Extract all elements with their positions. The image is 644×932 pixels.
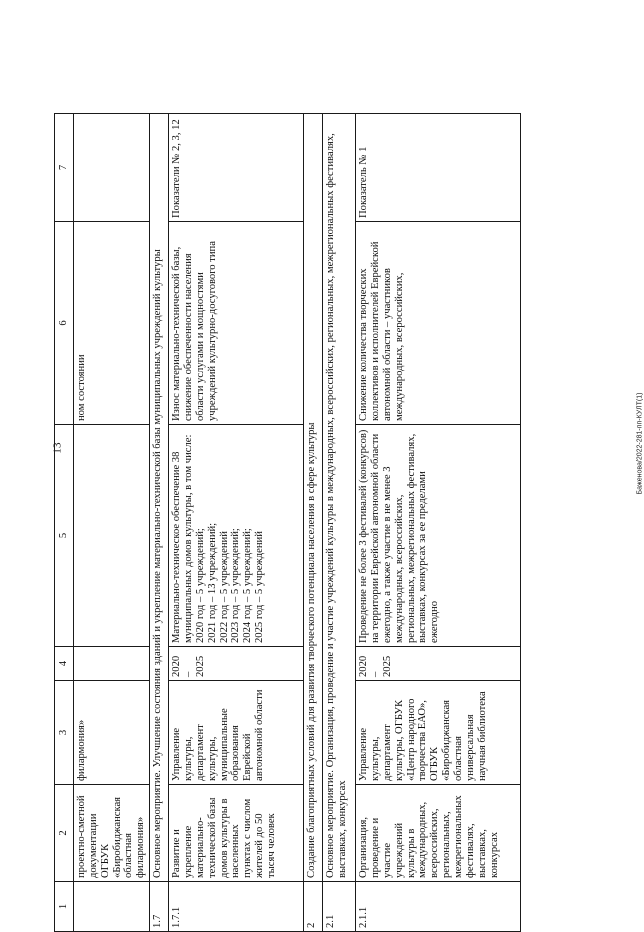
continuation-period-cell	[74, 647, 150, 681]
measure-1-7-number: 1.7	[150, 882, 169, 932]
measure-2-1-1-consequence: Снижение количества творческих коллективов и исполнителей Еврейской автономной области – участников международных, всероссийских,	[356, 222, 521, 425]
measure-1-7-1-name: Развитие и укрепление материально-технической базы домов культуры в населенных пунктах с числом жителей до 50 тысяч человек	[169, 785, 304, 882]
measure-2-1-1-result: Проведение не более 3 фестивалей (конкурсов) на территории Еврейской автономной области ежегодно, а также участие в не менее 3 международных, всероссийских, региональных, межрегиональных фестивалях, выставках, конкурсах за ее пределами ежегодно	[356, 425, 521, 647]
measure-2-1-1-name: Организация, проведение и участие учреждений культуры в международных, всероссийских, региональных, межрегиональных фестивалях, выставках, конкурсах	[356, 785, 521, 882]
continuation-executor-cell: филармония»	[74, 681, 150, 785]
section-2-number: 2	[304, 882, 323, 932]
measure-1-7-1-row	[169, 114, 304, 932]
column-number-6: 6	[55, 222, 74, 425]
program-measures-table	[51, 113, 521, 932]
measure-2-1-number: 2.1	[323, 882, 356, 932]
measure-2-1-1-executor: Управление культуры, департамент культуры, ОГБУК «Центр народного творчества ЕАО», ОГБУК «Биробиджанская областная универсальная научная библиотека	[356, 681, 521, 785]
measure-1-7-1-indicators: Показатели № 2, 3, 12	[169, 114, 304, 222]
section-2-title: Создание благоприятных условий для развития творческого потенциала населения в сфере культуры	[304, 114, 323, 882]
column-number-7: 7	[55, 114, 74, 222]
continuation-consequence-cell: ном состоянии	[74, 222, 150, 425]
measure-1-7-row	[150, 114, 169, 932]
measure-2-1-row	[323, 114, 356, 932]
measure-2-1-1-number: 2.1.1	[356, 882, 521, 932]
continuation-result-cell	[74, 425, 150, 647]
page-number: 13	[51, 442, 64, 454]
column-number-1: 1	[55, 882, 74, 932]
measure-1-7-1-number: 1.7.1	[169, 882, 304, 932]
continuation-row	[74, 114, 150, 932]
continuation-number-cell	[74, 882, 150, 932]
measure-1-7-1-consequence: Износ материально-технической базы, снижение обеспеченности населения области услугами и мощностями учреждений культурно-досугового типа	[169, 222, 304, 425]
measure-2-1-1-period: 2020 – 2025	[356, 647, 521, 681]
column-number-5: 5	[55, 425, 74, 647]
measure-2-1-1-row	[356, 114, 521, 932]
measure-2-1-1-indicators: Показатель № 1	[356, 114, 521, 222]
column-number-2: 2	[55, 785, 74, 882]
measure-1-7-title: Основное мероприятие. Улучшение состояния зданий и укрепление материально-технической базы муниципальных учреждений культуры	[150, 114, 169, 882]
measure-1-7-1-result: Материально-техническое обеспечение 38 муниципальных домов культуры, в том числе: 2020 год – 5 учреждений; 2021 год – 13 учреждений; 2022 год – 5 учреждений 2023 год – 5 учреждений; 2024 год – 5 учреждений; 2025 год – 5 учреждений	[169, 425, 304, 647]
continuation-name-cell: проектно-сметной документации ОГБУК «Биробиджанская областная филармония»	[74, 785, 150, 882]
document-id: Баженова/2022-281-пп-КУЛТ(1)	[636, 392, 644, 495]
column-number-4: 4	[55, 647, 74, 681]
measure-1-7-1-executor: Управление культуры, департамент культуры, муниципальные образования Еврейской автономной области	[169, 681, 304, 785]
section-2-row	[304, 114, 323, 932]
column-number-row	[55, 114, 74, 932]
column-number-3: 3	[55, 681, 74, 785]
rotated-table-sheet	[51, 114, 569, 932]
measure-1-7-1-period: 2020 – 2025	[169, 647, 304, 681]
measure-2-1-title: Основное мероприятие. Организация, проведение и участие учреждений культуры в международных, всероссийских, региональных, межрегиональных фестивалях, выставках, конкурсах	[323, 114, 356, 882]
continuation-indicator-cell	[74, 114, 150, 222]
